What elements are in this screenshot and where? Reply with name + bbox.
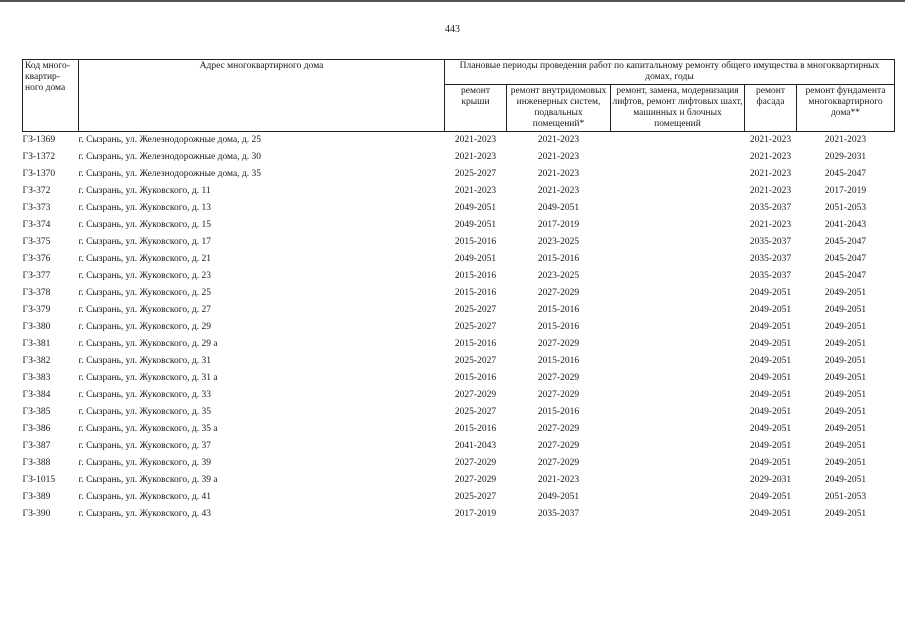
engineering-period-cell: 2021-2023 <box>537 135 580 145</box>
address-cell: г. Сызрань, ул. Жуковского, д. 31 а <box>78 373 218 383</box>
facade-period-cell: 2035-2037 <box>749 254 792 264</box>
engineering-period-cell: 2049-2051 <box>537 492 580 502</box>
roof-period-cell: 2021-2023 <box>454 135 497 145</box>
elevators-period-cell <box>611 455 745 472</box>
engineering-period-cell: 2017-2019 <box>537 220 580 230</box>
facade-period-cell: 2049-2051 <box>749 356 792 366</box>
address-cell: г. Сызрань, ул. Жуковского, д. 29 а <box>78 339 218 349</box>
engineering-period-cell: 2027-2029 <box>537 424 580 434</box>
foundation-period-cell: 2051-2053 <box>824 492 867 502</box>
address-cell: г. Сызрань, ул. Жуковского, д. 23 <box>78 271 211 281</box>
engineering-period-cell: 2027-2029 <box>537 458 580 468</box>
roof-period-cell: 2025-2027 <box>454 305 497 315</box>
roof-period-cell: 2027-2029 <box>454 475 497 485</box>
address-cell: г. Сызрань, ул. Железнодорожные дома, д. 25 <box>78 135 262 145</box>
facade-period-cell: 2049-2051 <box>749 441 792 451</box>
foundation-period-cell: 2049-2051 <box>824 288 867 298</box>
table-row <box>23 438 895 455</box>
facade-period-cell: 2049-2051 <box>749 390 792 400</box>
facade-period-cell: 2049-2051 <box>749 407 792 417</box>
foundation-period-cell: 2045-2047 <box>824 237 867 247</box>
address-cell: г. Сызрань, ул. Жуковского, д. 35 <box>78 407 211 417</box>
address-cell: г. Сызрань, ул. Жуковского, д. 21 <box>78 254 211 264</box>
house-code-cell: ГЗ-389 <box>22 492 51 502</box>
elevators-period-cell <box>611 217 745 234</box>
house-code-cell: ГЗ-379 <box>22 305 51 315</box>
foundation-period-cell: 2049-2051 <box>824 424 867 434</box>
facade-period-cell: 2049-2051 <box>749 305 792 315</box>
table-row <box>23 353 895 370</box>
roof-period-cell: 2025-2027 <box>454 356 497 366</box>
facade-period-cell: 2049-2051 <box>749 373 792 383</box>
house-code-cell: ГЗ-386 <box>22 424 51 434</box>
foundation-period-cell: 2017-2019 <box>824 186 867 196</box>
address-cell: г. Сызрань, ул. Жуковского, д. 43 <box>78 509 211 519</box>
elevators-period-cell <box>611 251 745 268</box>
elevators-header: ремонт, замена, модернизация лифтов, ремонт лифтовых шахт, машинных и блочных помещений <box>611 85 745 132</box>
house-code-cell: ГЗ-383 <box>22 373 51 383</box>
house-code-cell: ГЗ-1369 <box>22 135 56 145</box>
roof-period-cell: 2015-2016 <box>454 424 497 434</box>
roof-period-cell: 2041-2043 <box>454 441 497 451</box>
elevators-period-cell <box>611 438 745 455</box>
facade-period-cell: 2021-2023 <box>749 169 792 179</box>
facade-period-cell: 2035-2037 <box>749 203 792 213</box>
address-cell: г. Сызрань, ул. Жуковского, д. 41 <box>78 492 211 502</box>
table-row <box>23 455 895 472</box>
elevators-period-cell <box>611 319 745 336</box>
table-row <box>23 472 895 489</box>
facade-period-cell: 2049-2051 <box>749 288 792 298</box>
foundation-period-cell: 2049-2051 <box>824 339 867 349</box>
house-code-cell: ГЗ-382 <box>22 356 51 366</box>
house-code-cell: ГЗ-378 <box>22 288 51 298</box>
table-row <box>23 506 895 523</box>
top-rule <box>0 0 905 2</box>
house-code-cell: ГЗ-1370 <box>22 169 56 179</box>
roof-period-cell: 2025-2027 <box>454 169 497 179</box>
table-row <box>23 183 895 200</box>
facade-period-cell: 2021-2023 <box>749 220 792 230</box>
roof-period-cell: 2015-2016 <box>454 271 497 281</box>
foundation-period-cell: 2049-2051 <box>824 458 867 468</box>
elevators-period-cell <box>611 336 745 353</box>
facade-period-cell: 2049-2051 <box>749 509 792 519</box>
elevators-period-cell <box>611 421 745 438</box>
table-row <box>23 336 895 353</box>
roof-period-cell: 2027-2029 <box>454 458 497 468</box>
roof-period-cell: 2015-2016 <box>454 237 497 247</box>
facade-period-cell: 2035-2037 <box>749 271 792 281</box>
elevators-period-cell <box>611 200 745 217</box>
table-row <box>23 132 895 150</box>
facade-period-cell: 2049-2051 <box>749 458 792 468</box>
table-row <box>23 149 895 166</box>
table-body <box>23 132 895 524</box>
roof-header: ремонт крыши <box>445 85 507 132</box>
foundation-period-cell: 2045-2047 <box>824 169 867 179</box>
engineering-period-cell: 2021-2023 <box>537 152 580 162</box>
engineering-period-cell: 2027-2029 <box>537 441 580 451</box>
roof-period-cell: 2021-2023 <box>454 186 497 196</box>
elevators-period-cell <box>611 285 745 302</box>
table-row <box>23 319 895 336</box>
roof-period-cell: 2015-2016 <box>454 339 497 349</box>
elevators-period-cell <box>611 234 745 251</box>
house-code-cell: ГЗ-390 <box>22 509 51 519</box>
foundation-period-cell: 2021-2023 <box>824 135 867 145</box>
engineering-period-cell: 2023-2025 <box>537 271 580 281</box>
roof-period-cell: 2017-2019 <box>454 509 497 519</box>
address-header: Адрес многоквартирного дома <box>79 60 445 132</box>
facade-period-cell: 2049-2051 <box>749 424 792 434</box>
foundation-period-cell: 2049-2051 <box>824 373 867 383</box>
foundation-period-cell: 2049-2051 <box>824 305 867 315</box>
header-row-1 <box>23 60 895 85</box>
engineering-period-cell: 2035-2037 <box>537 509 580 519</box>
engineering-period-cell: 2027-2029 <box>537 288 580 298</box>
engineering-period-cell: 2027-2029 <box>537 390 580 400</box>
table-row <box>23 251 895 268</box>
engineering-period-cell: 2015-2016 <box>537 356 580 366</box>
roof-period-cell: 2015-2016 <box>454 288 497 298</box>
roof-period-cell: 2027-2029 <box>454 390 497 400</box>
house-code-cell: ГЗ-376 <box>22 254 51 264</box>
house-code-cell: ГЗ-1372 <box>22 152 56 162</box>
foundation-period-cell: 2029-2031 <box>824 152 867 162</box>
periods-group-header: Плановые периоды проведения работ по капитальному ремонту общего имущества в многоквартирных домах, годы <box>445 60 895 85</box>
facade-period-cell: 2029-2031 <box>749 475 792 485</box>
house-code-cell: ГЗ-377 <box>22 271 51 281</box>
foundation-period-cell: 2049-2051 <box>824 407 867 417</box>
engineering-period-cell: 2015-2016 <box>537 407 580 417</box>
facade-period-cell: 2021-2023 <box>749 152 792 162</box>
house-code-cell: ГЗ-381 <box>22 339 51 349</box>
facade-period-cell: 2049-2051 <box>749 492 792 502</box>
table-row <box>23 421 895 438</box>
roof-period-cell: 2049-2051 <box>454 254 497 264</box>
address-cell: г. Сызрань, ул. Жуковского, д. 39 а <box>78 475 218 485</box>
elevators-period-cell <box>611 387 745 404</box>
engineering-period-cell: 2027-2029 <box>537 373 580 383</box>
foundation-period-cell: 2041-2043 <box>824 220 867 230</box>
roof-period-cell: 2049-2051 <box>454 220 497 230</box>
house-code-cell: ГЗ-373 <box>22 203 51 213</box>
facade-period-cell: 2035-2037 <box>749 237 792 247</box>
house-code-cell: ГЗ-380 <box>22 322 51 332</box>
foundation-period-cell: 2049-2051 <box>824 441 867 451</box>
table-row <box>23 489 895 506</box>
table-row <box>23 166 895 183</box>
table-row <box>23 302 895 319</box>
house-code-cell: ГЗ-385 <box>22 407 51 417</box>
engineering-period-cell: 2015-2016 <box>537 322 580 332</box>
engineering-period-cell: 2015-2016 <box>537 305 580 315</box>
house-code-cell: ГЗ-387 <box>22 441 51 451</box>
elevators-period-cell <box>611 149 745 166</box>
elevators-period-cell <box>611 506 745 523</box>
house-code-cell: ГЗ-374 <box>22 220 51 230</box>
table-row <box>23 268 895 285</box>
house-code-cell: ГЗ-1015 <box>22 475 56 485</box>
address-cell: г. Сызрань, ул. Железнодорожные дома, д. 30 <box>78 152 262 162</box>
house-code-cell: ГЗ-388 <box>22 458 51 468</box>
roof-period-cell: 2015-2016 <box>454 373 497 383</box>
foundation-period-cell: 2049-2051 <box>824 390 867 400</box>
facade-period-cell: 2021-2023 <box>749 186 792 196</box>
table-row <box>23 387 895 404</box>
address-cell: г. Сызрань, ул. Железнодорожные дома, д. 35 <box>78 169 262 179</box>
address-cell: г. Сызрань, ул. Жуковского, д. 17 <box>78 237 211 247</box>
address-cell: г. Сызрань, ул. Жуковского, д. 27 <box>78 305 211 315</box>
address-cell: г. Сызрань, ул. Жуковского, д. 35 а <box>78 424 218 434</box>
address-cell: г. Сызрань, ул. Жуковского, д. 25 <box>78 288 211 298</box>
elevators-period-cell <box>611 370 745 387</box>
table-row <box>23 404 895 421</box>
elevators-period-cell <box>611 489 745 506</box>
engineering-period-cell: 2023-2025 <box>537 237 580 247</box>
elevators-period-cell <box>611 183 745 200</box>
facade-period-cell: 2049-2051 <box>749 339 792 349</box>
address-cell: г. Сызрань, ул. Жуковского, д. 29 <box>78 322 211 332</box>
capital-repair-table <box>22 59 895 523</box>
foundation-header: ремонт фундамента многоквартирного дома** <box>797 85 895 132</box>
house-code-cell: ГЗ-375 <box>22 237 51 247</box>
elevators-period-cell <box>611 404 745 421</box>
foundation-period-cell: 2045-2047 <box>824 271 867 281</box>
elevators-period-cell <box>611 353 745 370</box>
roof-period-cell: 2025-2027 <box>454 322 497 332</box>
table-row <box>23 285 895 302</box>
address-cell: г. Сызрань, ул. Жуковского, д. 13 <box>78 203 211 213</box>
elevators-period-cell <box>611 472 745 489</box>
table-row <box>23 217 895 234</box>
engineering-period-cell: 2021-2023 <box>537 169 580 179</box>
elevators-period-cell <box>611 268 745 285</box>
house-code-cell: ГЗ-384 <box>22 390 51 400</box>
facade-period-cell: 2021-2023 <box>749 135 792 145</box>
elevators-period-cell <box>611 302 745 319</box>
house-code-cell: ГЗ-372 <box>22 186 51 196</box>
engineering-period-cell: 2027-2029 <box>537 339 580 349</box>
roof-period-cell: 2049-2051 <box>454 203 497 213</box>
foundation-period-cell: 2051-2053 <box>824 203 867 213</box>
table-row <box>23 234 895 251</box>
facade-header: ремонт фасада <box>745 85 797 132</box>
foundation-period-cell: 2049-2051 <box>824 356 867 366</box>
elevators-period-cell <box>611 132 745 150</box>
facade-period-cell: 2049-2051 <box>749 322 792 332</box>
roof-period-cell: 2025-2027 <box>454 407 497 417</box>
code-header: Код много-квартир-ного дома <box>23 60 79 132</box>
address-cell: г. Сызрань, ул. Жуковского, д. 31 <box>78 356 211 366</box>
address-cell: г. Сызрань, ул. Жуковского, д. 39 <box>78 458 211 468</box>
engineering-period-cell: 2049-2051 <box>537 203 580 213</box>
roof-period-cell: 2021-2023 <box>454 152 497 162</box>
engineering-header: ремонт внутридомовых инженерных систем, подвальных помещений* <box>507 85 611 132</box>
address-cell: г. Сызрань, ул. Жуковского, д. 33 <box>78 390 211 400</box>
address-cell: г. Сызрань, ул. Жуковского, д. 15 <box>78 220 211 230</box>
engineering-period-cell: 2021-2023 <box>537 186 580 196</box>
foundation-period-cell: 2049-2051 <box>824 475 867 485</box>
table-row <box>23 200 895 217</box>
foundation-period-cell: 2045-2047 <box>824 254 867 264</box>
roof-period-cell: 2025-2027 <box>454 492 497 502</box>
address-cell: г. Сызрань, ул. Жуковского, д. 11 <box>78 186 211 196</box>
address-cell: г. Сызрань, ул. Жуковского, д. 37 <box>78 441 211 451</box>
engineering-period-cell: 2015-2016 <box>537 254 580 264</box>
foundation-period-cell: 2049-2051 <box>824 322 867 332</box>
engineering-period-cell: 2021-2023 <box>537 475 580 485</box>
foundation-period-cell: 2049-2051 <box>824 509 867 519</box>
elevators-period-cell <box>611 166 745 183</box>
table-row <box>23 370 895 387</box>
page-number: 443 <box>445 24 460 35</box>
